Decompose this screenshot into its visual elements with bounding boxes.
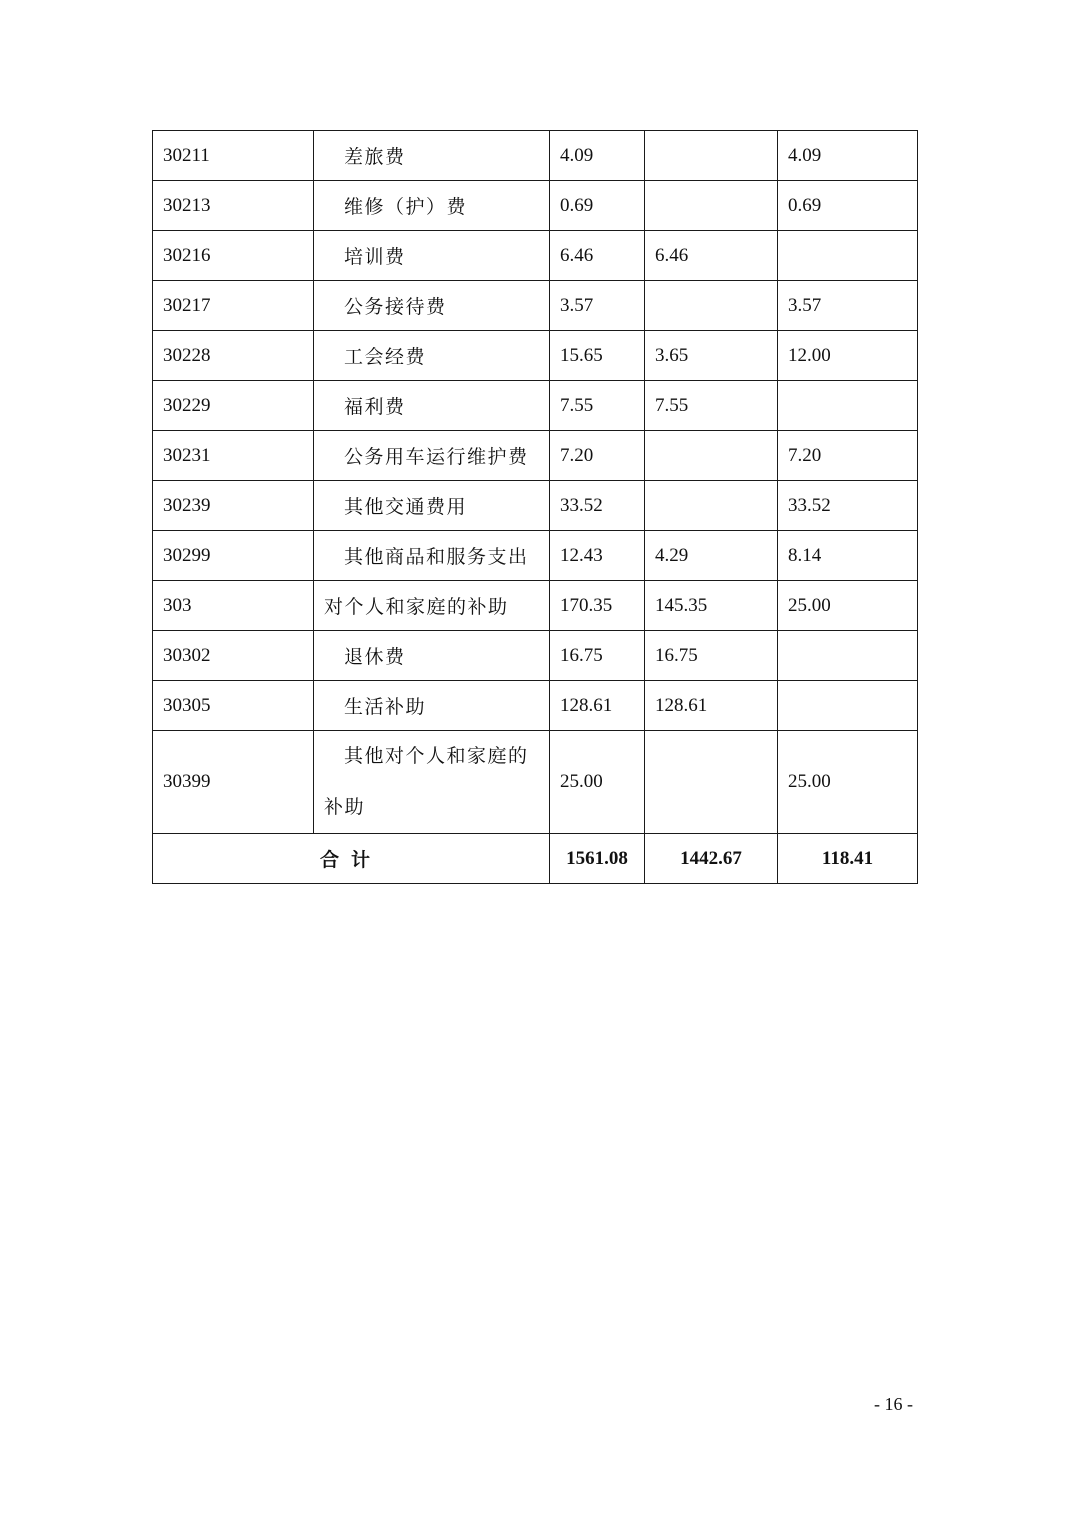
basic-cell (645, 731, 778, 834)
table-row (153, 481, 918, 531)
name-cell: 维修（护）费 (314, 181, 550, 231)
name-cell: 对个人和家庭的补助 (314, 581, 550, 631)
project-cell (778, 681, 918, 731)
code-cell: 30399 (153, 731, 314, 834)
total-cell: 15.65 (550, 331, 645, 381)
basic-cell: 16.75 (645, 631, 778, 681)
name-cell: 培训费 (314, 231, 550, 281)
page-number: - 16 - (874, 1394, 913, 1414)
total-cell: 3.57 (550, 281, 645, 331)
sum-row (153, 834, 918, 884)
project-cell: 25.00 (778, 731, 918, 834)
project-cell (778, 631, 918, 681)
total-cell: 0.69 (550, 181, 645, 231)
code-cell: 30302 (153, 631, 314, 681)
total-cell: 6.46 (550, 231, 645, 281)
project-cell: 0.69 (778, 181, 918, 231)
code-cell: 30305 (153, 681, 314, 731)
basic-cell: 6.46 (645, 231, 778, 281)
project-cell: 7.20 (778, 431, 918, 481)
project-cell (778, 381, 918, 431)
table-row (153, 731, 918, 834)
project-cell: 33.52 (778, 481, 918, 531)
basic-cell: 4.29 (645, 531, 778, 581)
code-cell: 30299 (153, 531, 314, 581)
table-row (153, 581, 918, 631)
name-cell: 其他交通费用 (314, 481, 550, 531)
name-cell: 退休费 (314, 631, 550, 681)
name-cell: 公务用车运行维护费 (314, 431, 550, 481)
sum-project-cell: 118.41 (778, 834, 918, 884)
name-line-2: 补助 (324, 797, 366, 818)
table-row (153, 631, 918, 681)
name-cell: 工会经费 (314, 331, 550, 381)
total-cell: 12.43 (550, 531, 645, 581)
total-cell: 170.35 (550, 581, 645, 631)
sum-total-cell: 1561.08 (550, 834, 645, 884)
table-row (153, 331, 918, 381)
total-cell: 7.55 (550, 381, 645, 431)
total-cell: 4.09 (550, 131, 645, 181)
project-cell (778, 231, 918, 281)
table-row (153, 431, 918, 481)
basic-cell (645, 431, 778, 481)
code-cell: 30231 (153, 431, 314, 481)
sum-label-cell (153, 834, 550, 884)
expenditure-table (152, 130, 918, 884)
code-cell: 30217 (153, 281, 314, 331)
project-cell: 12.00 (778, 331, 918, 381)
code-cell: 30239 (153, 481, 314, 531)
table-row (153, 681, 918, 731)
basic-cell: 128.61 (645, 681, 778, 731)
code-cell: 30216 (153, 231, 314, 281)
table-row (153, 381, 918, 431)
project-cell: 25.00 (778, 581, 918, 631)
name-cell: 生活补助 (314, 681, 550, 731)
name-cell: 福利费 (314, 381, 550, 431)
sum-label: 合计 (319, 850, 382, 871)
total-cell: 25.00 (550, 731, 645, 834)
name-cell: 其他商品和服务支出 (314, 531, 550, 581)
basic-cell (645, 281, 778, 331)
project-cell: 3.57 (778, 281, 918, 331)
code-cell: 30228 (153, 331, 314, 381)
total-cell: 7.20 (550, 431, 645, 481)
name-line-1: 其他对个人和家庭的 (344, 746, 529, 767)
project-cell: 8.14 (778, 531, 918, 581)
code-cell: 30229 (153, 381, 314, 431)
table-row (153, 281, 918, 331)
name-cell: 差旅费 (314, 131, 550, 181)
table-row (153, 181, 918, 231)
basic-cell (645, 481, 778, 531)
code-cell: 30211 (153, 131, 314, 181)
table-row (153, 531, 918, 581)
name-cell (314, 731, 550, 834)
table-row (153, 231, 918, 281)
basic-cell: 3.65 (645, 331, 778, 381)
total-cell: 128.61 (550, 681, 645, 731)
table-row (153, 131, 918, 181)
basic-cell: 7.55 (645, 381, 778, 431)
total-cell: 33.52 (550, 481, 645, 531)
project-cell: 4.09 (778, 131, 918, 181)
total-cell: 16.75 (550, 631, 645, 681)
basic-cell (645, 131, 778, 181)
sum-basic-cell: 1442.67 (645, 834, 778, 884)
code-cell: 303 (153, 581, 314, 631)
basic-cell: 145.35 (645, 581, 778, 631)
code-cell: 30213 (153, 181, 314, 231)
name-cell: 公务接待费 (314, 281, 550, 331)
basic-cell (645, 181, 778, 231)
